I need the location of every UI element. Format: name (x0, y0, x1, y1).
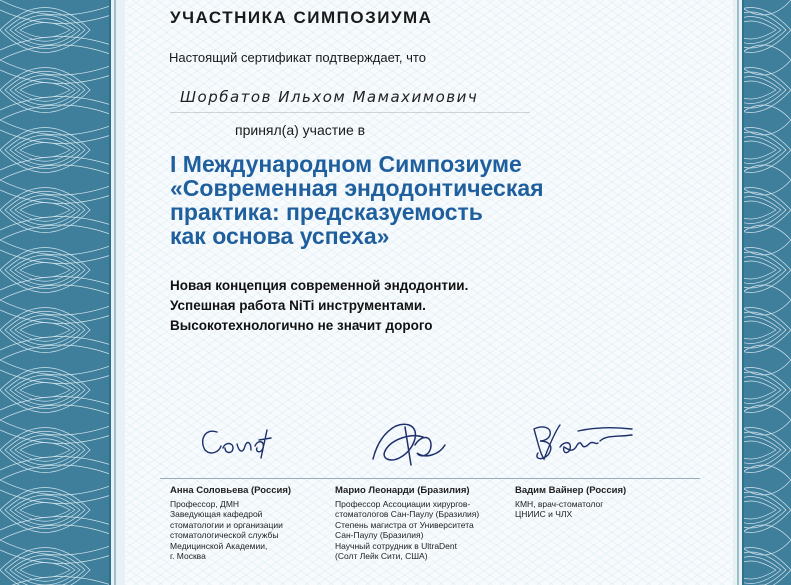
signature-leonardi (365, 415, 455, 475)
signatory-leonardi (335, 486, 479, 562)
participant-name: Шорбатов Ильхом Мамахимович (180, 88, 479, 106)
symposium-title-line: практика: предсказуемость (170, 199, 483, 225)
guilloche-border-left (0, 0, 125, 585)
signatory-detail: Профессор Ассоциации хирургов- (335, 498, 471, 509)
signatory-detail: стоматологической службы (170, 530, 279, 540)
symposium-title-line: как основа успеха» (170, 223, 390, 249)
signatory-detail: стоматологии и организации (170, 519, 283, 530)
signatory-name: Анна Соловьева (Россия) (170, 485, 292, 496)
subtitle-line: Новая концепция современной эндодонтии. (170, 278, 469, 293)
signatory-detail: Профессор, ДМН (170, 498, 240, 509)
signature-rule (160, 478, 700, 479)
participated-text: принял(а) участие в (235, 122, 366, 138)
confirms-text: Настоящий сертификат подтверждает, что (169, 50, 426, 65)
symposium-title (170, 152, 690, 248)
signatory-detail: КМН, врач-стоматолог (515, 498, 604, 509)
signatory-soloveva (170, 486, 291, 562)
symposium-title-line: «Современная эндодонтическая (170, 175, 544, 201)
signatory-detail: Медицинской Академии, (170, 540, 268, 551)
guilloche-border-right (733, 0, 791, 585)
signatory-detail: Заведующая кафедрой (170, 509, 263, 519)
signatory-detail: Степень магистра от Университета (335, 519, 474, 530)
signatory-vainer (515, 486, 626, 520)
symposium-subtitle (170, 276, 468, 336)
signatory-detail: Сан-Паулу (Бразилия) (335, 530, 424, 540)
symposium-title-line: I Международном Симпозиуме (170, 151, 522, 177)
signature-soloveva (195, 420, 285, 465)
signatory-detail: (Солт Лейк Сити, США) (335, 551, 428, 561)
signatory-detail: г. Москва (170, 551, 206, 561)
subtitle-line: Высокотехнологично не значит дорого (170, 318, 433, 333)
name-underline (170, 112, 530, 113)
signatory-detail: Научный сотрудник в UltraDent (335, 540, 458, 551)
signatory-name: Вадим Вайнер (Россия) (515, 485, 627, 496)
signatory-detail: стоматологов Сан-Паулу (Бразилия) (335, 509, 480, 519)
signature-vainer (520, 415, 640, 470)
certificate-header: УЧАСТНИКА СИМПОЗИУМА (170, 8, 433, 27)
signatory-detail: ЦНИИС и ЧЛХ (515, 509, 573, 519)
subtitle-line: Успешная работа NiTi инструментами. (170, 298, 426, 313)
signatory-name: Марио Леонарди (Бразилия) (335, 485, 470, 496)
